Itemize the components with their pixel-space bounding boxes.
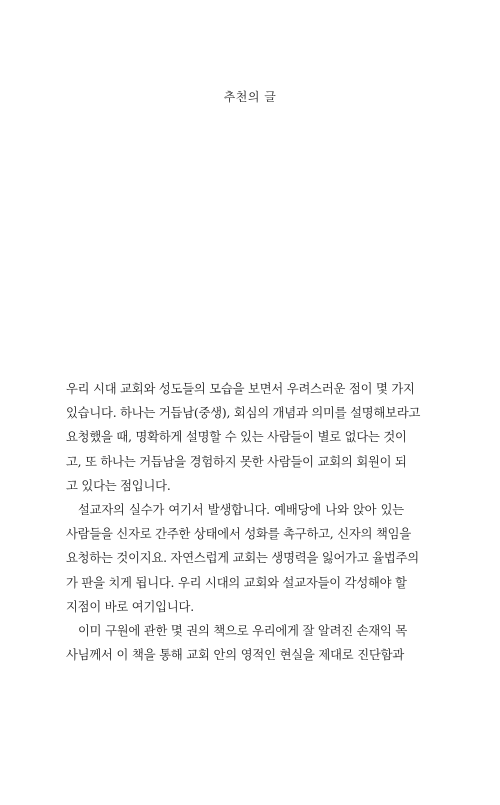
- text-line: 고, 또 하나는 거듭남을 경험하지 못한 사람들이 교회의 회원이 되: [66, 454, 407, 469]
- page-heading: 추천의 글: [223, 90, 277, 104]
- text-line: 사님께서 이 책을 통해 교회 안의 영적인 현실을 제대로 진단함과: [66, 648, 404, 663]
- text-line: 요청했을 때, 명확하게 설명할 수 있는 사람들이 별로 없다는 것이: [66, 430, 407, 445]
- text-line: 설교자의 실수가 여기서 발생합니다. 예배당에 나와 앉아 있는: [78, 502, 404, 517]
- text-line: 고 있다는 점입니다.: [66, 478, 171, 493]
- text-line: 이미 구원에 관한 몇 권의 책으로 우리에게 잘 알려진 손재익 목: [78, 623, 408, 638]
- text-line: 사람들을 신자로 간주한 상태에서 성화를 촉구하고, 신자의 책임을: [66, 527, 411, 542]
- text-line: 있습니다. 하나는 거듭남(중생), 회심의 개념과 의미를 설명해보라고: [66, 406, 421, 421]
- body-text: [66, 377, 421, 667]
- paragraph: [66, 498, 419, 619]
- text-line: 요청하는 것이지요. 자연스럽게 교회는 생명력을 잃어가고 율법주의: [66, 551, 419, 566]
- text-line: 우리 시대 교회와 성도들의 모습을 보면서 우려스러운 점이 몇 가지: [66, 382, 415, 396]
- paragraph: [66, 619, 408, 667]
- paragraph: [66, 377, 421, 498]
- text-line: 지점이 바로 여기입니다.: [66, 599, 194, 614]
- text-line: 가 판을 치게 됩니다. 우리 시대의 교회와 설교자들이 각성해야 할: [66, 575, 407, 590]
